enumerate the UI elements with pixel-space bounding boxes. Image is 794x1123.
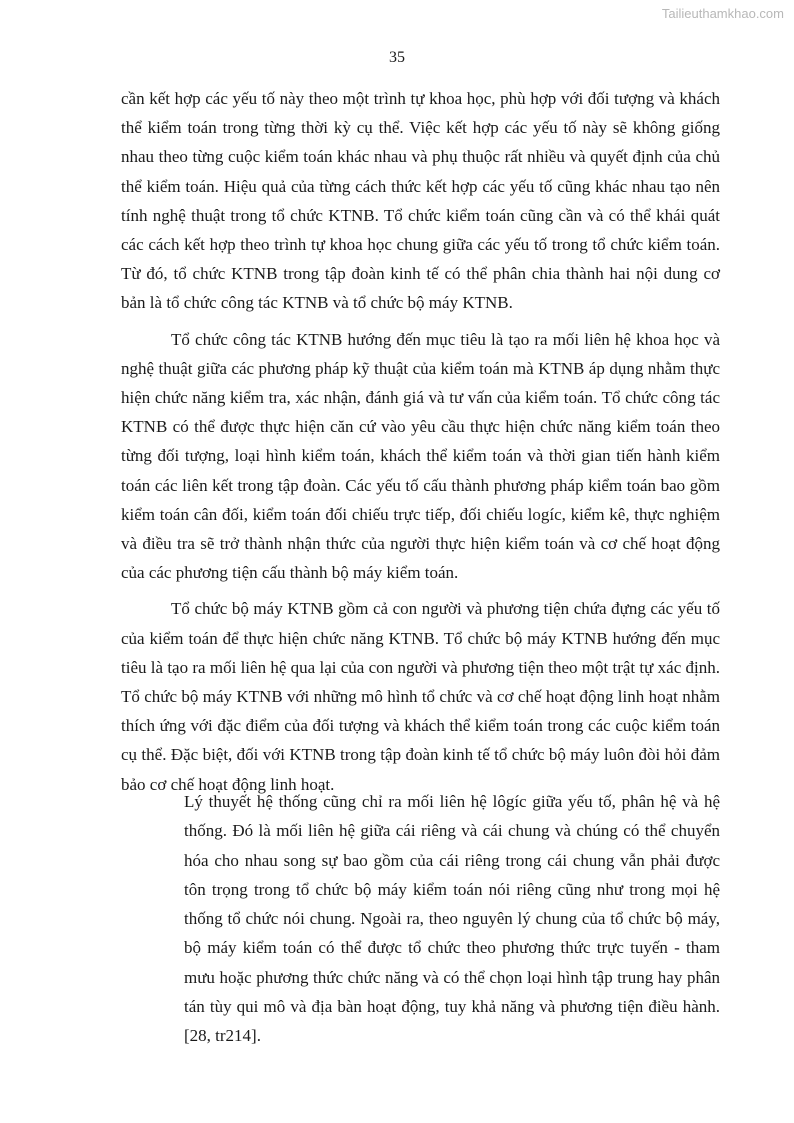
watermark-text: Tailieuthamkhao.com — [661, 6, 784, 21]
paragraph-audit-work-organization: Tổ chức công tác KTNB hướng đến mục tiêu là tạo ra mối liên hệ khoa học và nghệ thuật giữa các phương pháp kỹ thuật của kiểm toán mà KTNB áp dụng nhằm thực hiện chức năng kiểm tra, xác nhận, đánh giá và tư vấn của kiểm toán. Tổ chức công tác KTNB có thể được thực hiện căn cứ vào yêu cầu thực hiện chức năng kiểm toán theo từng đối tượng, loại hình kiểm toán, khách thể kiểm toán và thời gian tiến hành kiểm toán các liên kết trong tập đoàn. Các yếu tố cấu thành phương pháp kiểm toán bao gồm kiểm toán cân đối, kiểm toán đối chiếu trực tiếp, đối chiếu logíc, kiểm kê, thực nghiệm và điều tra sẽ trở thành nhận thức của người thực hiện kiểm toán và cơ chế hoạt động của các phương tiện cấu thành bộ máy kiểm toán. — [121, 329, 720, 583]
page-number: 35 — [389, 49, 405, 66]
paragraph-audit-apparatus-organization: Tổ chức bộ máy KTNB gồm cả con người và phương tiện chứa đựng các yếu tố của kiểm toán để thực hiện chức năng KTNB. Tổ chức bộ máy KTNB hướng đến mục tiêu là tạo ra mối liên hệ qua lại của con người và phương tiện theo một trật tự xác định. Tổ chức bộ máy KTNB với những mô hình tổ chức và cơ chế hoạt động linh hoạt nhằm thích ứng với đặc điểm của đối tượng và khách thể kiểm toán trong các cuộc kiểm toán cụ thể. Đặc biệt, đối với KTNB trong tập đoàn kinh tế tổ chức bộ máy luôn đòi hỏi đảm bảo cơ chế hoạt động linh hoạt. — [121, 599, 720, 794]
paragraph-continuation: cần kết hợp các yếu tố này theo một trình tự khoa học, phù hợp với đối tượng và khách thể kiểm toán trong từng thời kỳ cụ thể. Việc kết hợp các yếu tố này sẽ không giống nhau theo từng cuộc kiểm toán khác nhau và phụ thuộc rất nhiều và quyết định của chủ thể kiểm toán. Hiệu quả của từng cách thức kết hợp các yếu tố cũng khác nhau tạo nên tính nghệ thuật trong tổ chức KTNB. Tổ chức kiểm toán cũng cần và có thể khái quát các cách kết hợp theo trình tự khoa học chung giữa các yếu tố trong tổ chức kiểm toán. Từ đó, tổ chức KTNB trong tập đoàn kinh tế có thể phân chia thành hai nội dung cơ bản là tổ chức công tác KTNB và tổ chức bộ máy KTNB. — [121, 89, 720, 313]
body-text — [121, 84, 720, 799]
block-quote: Lý thuyết hệ thống cũng chỉ ra mối liên hệ lôgíc giữa yếu tố, phân hệ và hệ thống. Đó là mối liên hệ giữa cái riêng và cái chung và chúng có thể chuyển hóa cho nhau song sự bao gồm của cái riêng trong cái chung vẫn phải được tôn trọng trong tổ chức bộ máy kiểm toán nói riêng cũng như trong mọi hệ thống tổ chức nói chung. Ngoài ra, theo nguyên lý chung của tổ chức bộ máy, bộ máy kiểm toán có thể được tổ chức theo phương thức trực tuyến - tham mưu hoặc phương thức chức năng và có thể chọn loại hình tập trung hay phân tán tùy qui mô và địa bàn hoạt động, tuy khả năng và phương tiện điều hành. [28, tr214]. — [184, 792, 720, 1046]
